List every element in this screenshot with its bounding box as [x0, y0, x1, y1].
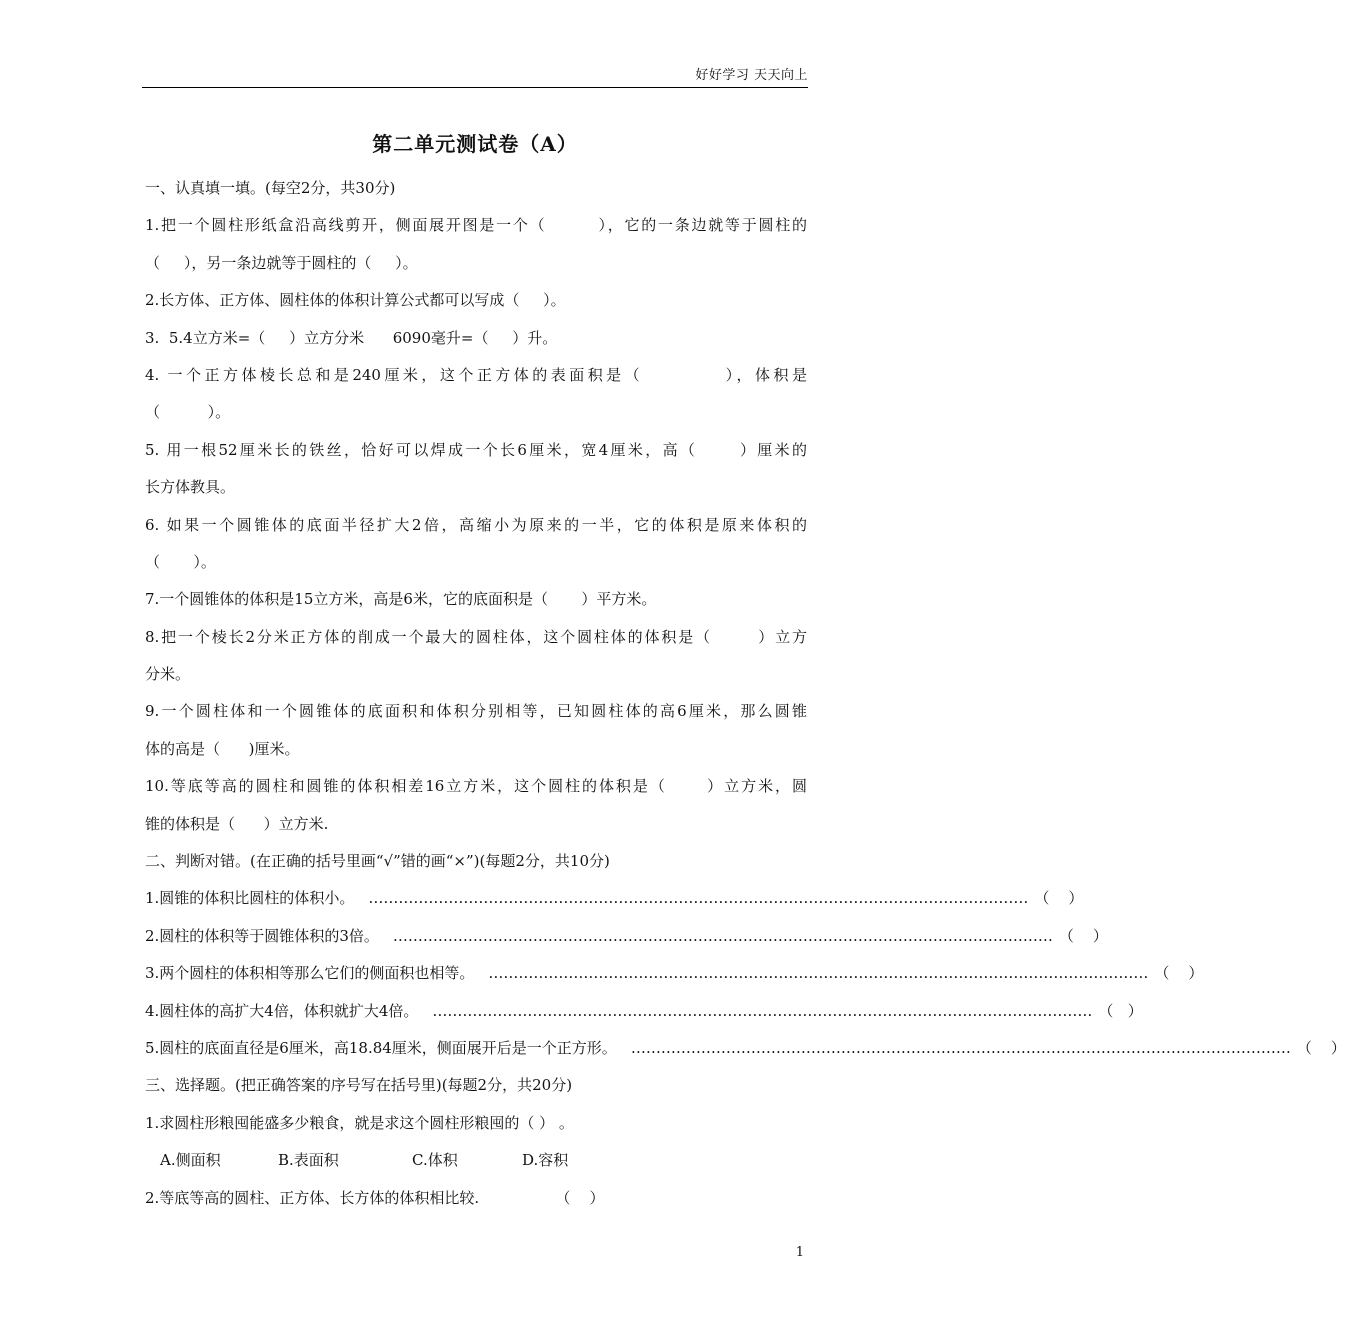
dot-leader: ……………………………………………………………………………………………………………………	[368, 889, 1029, 908]
dot-leader: ……………………………………………………………………………………………………………………	[488, 964, 1149, 983]
judgment-text: 4.圆柱体的高扩大4倍，体积就扩大4倍。	[145, 1001, 419, 1020]
question-line: 10.等底等高的圆柱和圆锥的体积相差16立方米，这个圆柱的体积是（ ）立方米，圆	[145, 777, 807, 796]
page-number: 1	[795, 1245, 804, 1260]
judgment-row	[145, 918, 1108, 955]
question-line: 6. 如果一个圆锥体的底面半径扩大2倍，高缩小为原来的一半，它的体积是原来体积的	[145, 515, 807, 534]
dot-leader: ……………………………………………………………………………………………………………………	[432, 1001, 1093, 1020]
judgment-row	[145, 955, 1204, 992]
question-line: 5. 用一根52厘米长的铁丝，恰好可以焊成一个长6厘米，宽4厘米，高（ ）厘米的	[145, 440, 807, 459]
judgment-text: 1.圆锥的体积比圆柱的体积小。	[145, 889, 355, 908]
question-line: （ ）。	[145, 403, 231, 422]
judgment-text: 2.圆柱的体积等于圆锥体积的3倍。	[145, 926, 379, 945]
judgment-row	[145, 1030, 1346, 1067]
question-line: 二、判断对错。(在正确的括号里画“√”错的画“×”)(每题2分，共10分)	[145, 852, 610, 871]
answer-parentheses: （ ）	[1154, 964, 1204, 983]
question-line: 1.把一个圆柱形纸盒沿高线剪开，侧面展开图是一个（ ），它的一条边就等于圆柱的	[145, 216, 807, 235]
choice-question-2: 2.等底等高的圆柱、正方体、长方体的体积相比较. （ ）	[145, 1188, 605, 1207]
question-line: 4. 一个正方体棱长总和是240厘米，这个正方体的表面积是（ ），体积是	[145, 365, 807, 384]
exam-content	[145, 170, 1346, 1217]
answer-parentheses: （ ）	[1058, 926, 1108, 945]
question-line: 长方体教具。	[145, 478, 236, 497]
option-b: B.表面积	[278, 1151, 339, 1170]
question-line: 8.把一个棱长2分米正方体的削成一个最大的圆柱体，这个圆柱体的体积是（ ）立方	[145, 627, 807, 646]
option-c: C.体积	[412, 1151, 458, 1170]
dot-leader: ……………………………………………………………………………………………………………………	[630, 1038, 1291, 1057]
question-line: 7.一个圆锥体的体积是15立方米，高是6米，它的底面积是（ ）平方米。	[145, 590, 657, 609]
page-title: 第二单元测试卷（A）	[372, 132, 578, 156]
question-line: （ ），另一条边就等于圆柱的（ ）。	[145, 253, 418, 272]
question-line: 体的高是（ )厘米。	[145, 739, 300, 758]
choice-options	[145, 1142, 807, 1179]
dot-leader: ……………………………………………………………………………………………………………………	[392, 926, 1053, 945]
question-line: 分米。	[145, 665, 191, 684]
question-line: 3. 5.4立方米=（ ）立方分米 6090毫升=（ ）升。	[145, 328, 558, 347]
question-line: 一、认真填一填。(每空2分，共30分)	[145, 179, 396, 197]
judgment-row	[145, 880, 1084, 917]
question-line: 9.一个圆柱体和一个圆锥体的底面积和体积分别相等，已知圆柱体的高6厘米，那么圆锥	[145, 702, 807, 721]
header-rule	[142, 87, 808, 88]
judgment-text: 5.圆柱的底面直径是6厘米，高18.84厘米，侧面展开后是一个正方形。	[145, 1038, 617, 1057]
answer-parentheses: （ ）	[1098, 1001, 1143, 1020]
option-d: D.容积	[522, 1151, 569, 1170]
section3-heading: 三、选择题。(把正确答案的序号写在括号里)(每题2分，共20分)	[145, 1076, 573, 1095]
option-a: A.侧面积	[160, 1151, 221, 1170]
question-line: （ ）。	[145, 552, 216, 571]
answer-parentheses: （ ）	[1034, 889, 1084, 908]
header-motto: 好好学习 天天向上	[695, 68, 808, 83]
answer-parentheses: （ ）	[1296, 1038, 1346, 1057]
question-line: 锥的体积是（ ）立方米.	[145, 814, 329, 833]
true-false-section	[145, 880, 1346, 1067]
fill-in-section	[145, 170, 807, 880]
choice-question-1: 1.求圆柱形粮囤能盛多少粮食，就是求这个圆柱形粮囤的（ ） 。	[145, 1113, 574, 1132]
question-line: 2.长方体、正方体、圆柱体的体积计算公式都可以写成（ ）。	[145, 291, 566, 310]
judgment-row	[145, 993, 1143, 1030]
judgment-text: 3.两个圆柱的体积相等那么它们的侧面积也相等。	[145, 964, 475, 983]
